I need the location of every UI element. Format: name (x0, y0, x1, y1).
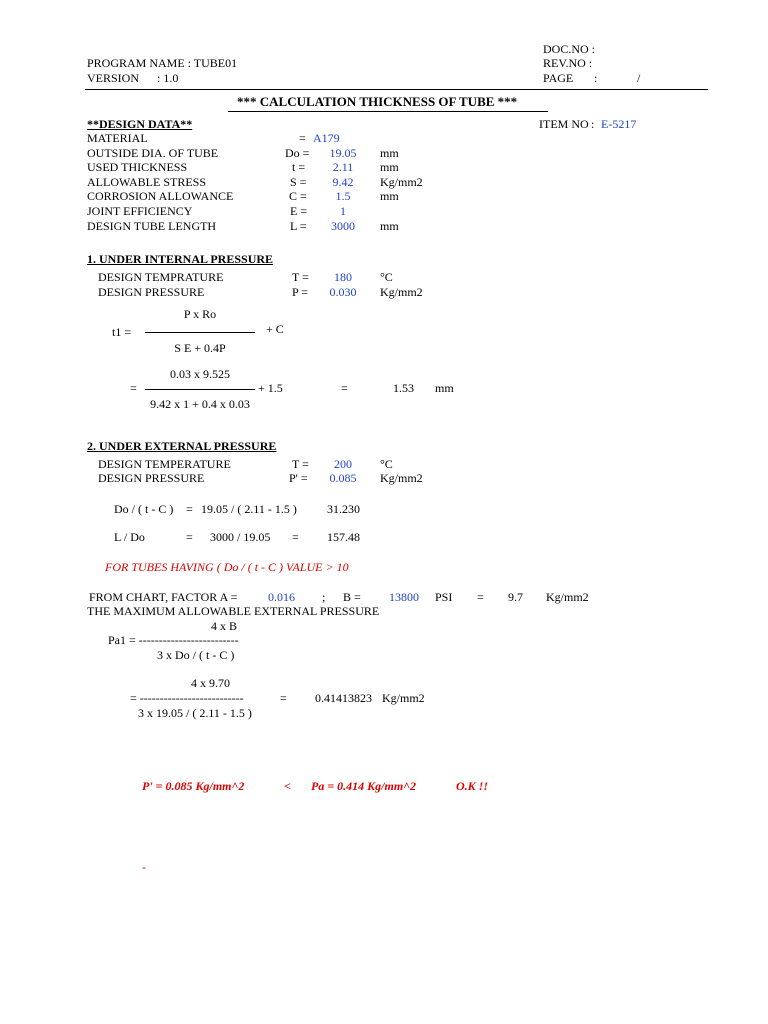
internal-temp-label: DESIGN TEMPRATURE (98, 270, 224, 284)
formula2-numerator: 0.03 x 9.525 (170, 367, 230, 381)
formula1-plus-c: + C (266, 322, 284, 336)
material-label: MATERIAL (87, 131, 148, 145)
external-temp-sym: T = (292, 457, 309, 471)
formula1-fraction-bar (145, 332, 255, 333)
doc-no-label: DOC.NO : (543, 42, 596, 56)
design-data-heading: **DESIGN DATA** (87, 117, 193, 131)
rev-no-label: REV.NO : (543, 56, 593, 70)
allowable-stress-sym: S = (290, 175, 307, 189)
factor-semicolon: ; (322, 590, 326, 604)
ratio1-lhs: Do / ( t - C ) (114, 502, 174, 516)
joint-efficiency-sym: E = (290, 204, 308, 218)
pa2-equals: = (280, 691, 287, 705)
formula2-result: 1.53 (393, 381, 414, 395)
tube-length-unit: mm (380, 219, 399, 233)
corrosion-sym: C = (289, 189, 307, 203)
ratio2-equals: = (186, 530, 193, 544)
factor-b-value: 13800 (389, 590, 419, 604)
ratio1-value: 31.230 (327, 502, 360, 516)
tube-length-value: 3000 (331, 219, 355, 233)
ratio2-equals2: = (292, 530, 299, 544)
result-less-than: < (284, 779, 291, 793)
internal-press-sym: P = (292, 285, 308, 299)
outside-dia-unit: mm (380, 146, 399, 160)
external-temp-value: 200 (334, 457, 352, 471)
result-ok: O.K !! (456, 779, 489, 793)
formula1-numerator: P x Ro (183, 307, 217, 321)
condition-note: FOR TUBES HAVING ( Do / ( t - C ) VALUE > 10 (105, 560, 349, 574)
corrosion-unit: mm (380, 189, 399, 203)
pa2-fraction-line: = -------------------------- (130, 691, 244, 705)
formula2-equals2: = (341, 381, 348, 395)
internal-temp-unit: °C (380, 270, 393, 284)
outside-dia-value: 19.05 (329, 146, 357, 160)
ratio1-expression: 19.05 / ( 2.11 - 1.5 ) (201, 502, 297, 516)
used-thickness-sym: t = (292, 160, 306, 174)
result-lhs: P' = 0.085 Kg/mm^2 (142, 779, 245, 793)
material-value: A179 (313, 131, 340, 145)
material-sym: = (299, 131, 306, 145)
corrosion-label: CORROSION ALLOWANCE (87, 189, 234, 203)
formula2-unit: mm (435, 381, 454, 395)
header-rule (85, 89, 708, 90)
tube-length-sym: L = (290, 219, 307, 233)
used-thickness-label: USED THICKNESS (87, 160, 188, 174)
outside-dia-sym: Do = (285, 146, 310, 160)
title-underline (228, 111, 548, 112)
ratio2-expression: 3000 / 19.05 (210, 530, 271, 544)
allowable-stress-unit: Kg/mm2 (380, 175, 423, 189)
external-temp-unit: °C (380, 457, 393, 471)
pa2-value: 0.41413823 (315, 691, 372, 705)
external-press-label: DESIGN PRESSURE (98, 471, 205, 485)
internal-press-value: 0.030 (329, 285, 357, 299)
internal-temp-value: 180 (334, 270, 352, 284)
formula2-fraction-bar (145, 389, 255, 390)
max-allowable-label: THE MAXIMUM ALLOWABLE EXTERNAL PRESSURE (87, 604, 380, 618)
pa2-unit: Kg/mm2 (382, 691, 425, 705)
external-temp-label: DESIGN TEMPERATURE (98, 457, 231, 471)
version-label: VERSION (87, 71, 140, 85)
factor-b-converted: 9.7 (508, 590, 523, 604)
ratio2-value: 157.48 (327, 530, 360, 544)
version-value: : 1.0 (157, 71, 179, 85)
item-no-label: ITEM NO (539, 117, 589, 131)
formula1-lhs: t1 = (112, 325, 132, 339)
psi-unit: PSI (435, 590, 453, 604)
corrosion-value: 1.5 (335, 189, 351, 203)
formula2-equals: = (130, 381, 137, 395)
result-dash: - (142, 860, 146, 874)
result-rhs: Pa = 0.414 Kg/mm^2 (311, 779, 417, 793)
used-thickness-unit: mm (380, 160, 399, 174)
factor-b-equals: = (477, 590, 484, 604)
chart-factor-label: FROM CHART, FACTOR A = (89, 590, 238, 604)
allowable-stress-label: ALLOWABLE STRESS (87, 175, 207, 189)
page-colon: : (594, 71, 598, 85)
formula2-denominator: 9.42 x 1 + 0.4 x 0.03 (150, 397, 250, 411)
joint-efficiency-label: JOINT EFFICIENCY (87, 204, 193, 218)
external-pressure-heading: 2. UNDER EXTERNAL PRESSURE (87, 439, 277, 453)
internal-pressure-heading: 1. UNDER INTERNAL PRESSURE (87, 252, 274, 266)
factor-b-label: B = (343, 590, 361, 604)
outside-dia-label: OUTSIDE DIA. OF TUBE (87, 146, 219, 160)
joint-efficiency-value: 1 (340, 204, 346, 218)
external-press-sym: P' = (289, 471, 308, 485)
program-name: PROGRAM NAME : TUBE01 (87, 56, 238, 70)
page-separator: / (637, 71, 641, 85)
external-press-value: 0.085 (329, 471, 357, 485)
internal-press-label: DESIGN PRESSURE (98, 285, 205, 299)
pa-numerator: 4 x B (211, 619, 238, 633)
factor-a-value: 0.016 (268, 590, 295, 604)
ratio2-lhs: L / Do (114, 530, 145, 544)
internal-temp-sym: T = (292, 270, 309, 284)
formula2-plus: + 1.5 (258, 381, 283, 395)
factor-b-converted-unit: Kg/mm2 (546, 590, 589, 604)
pa2-numerator: 4 x 9.70 (191, 676, 230, 690)
used-thickness-value: 2.11 (332, 160, 354, 174)
external-press-unit: Kg/mm2 (380, 471, 423, 485)
tube-length-label: DESIGN TUBE LENGTH (87, 219, 217, 233)
pa-denominator: 3 x Do / ( t - C ) (157, 648, 235, 662)
allowable-stress-value: 9.42 (332, 175, 354, 189)
page-title: *** CALCULATION THICKNESS OF TUBE *** (237, 94, 518, 109)
formula1-denominator: S E + 0.4P (174, 341, 226, 355)
item-no-colon: : (591, 117, 595, 131)
pa2-denominator: 3 x 19.05 / ( 2.11 - 1.5 ) (138, 706, 252, 720)
pa-lhs: Pa1 = ------------------------- (108, 633, 239, 647)
ratio1-equals: = (186, 502, 193, 516)
item-no-value: E-5217 (601, 117, 637, 131)
internal-press-unit: Kg/mm2 (380, 285, 423, 299)
page-label: PAGE (543, 71, 574, 85)
